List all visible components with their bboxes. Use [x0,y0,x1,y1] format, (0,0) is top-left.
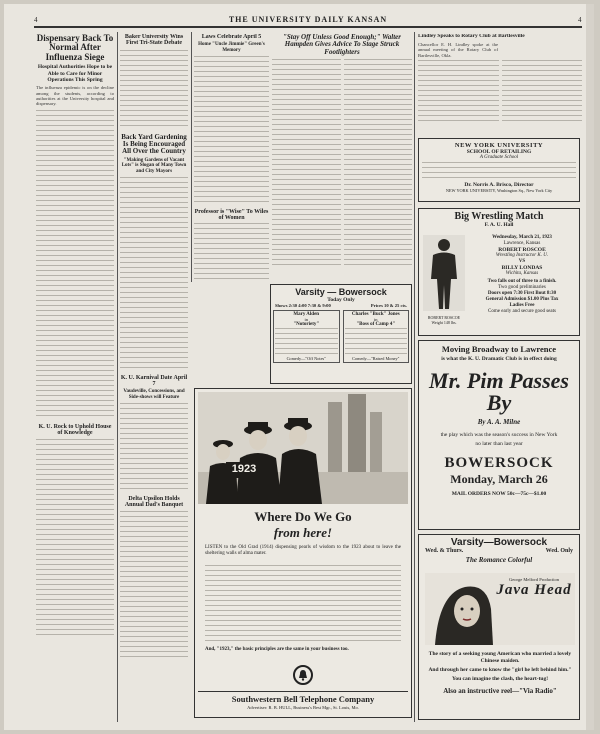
bell-ad-body: LISTEN to the Old Grad (1914) dispensing pearls of wisdom to the 1923 about to leave the sheltering walls of alma mater. [205,545,401,556]
headline-dispensary: Dispensary Back To Normal After Influenza Siege [36,34,114,62]
headline-baker: Baker University Wins First Tri-State Debate [124,34,184,47]
pim-title: Mr. Pim Passes By [429,368,569,415]
wrestling-title: Big Wrestling Match [454,211,544,222]
newspaper-page [4,4,594,730]
headline-hampden: "Stay Off Unless Good Enough;" Walter Hampden Gives Advice To Stage Struck Footlighters [282,34,402,56]
varsity-prices: Prices 10 & 25 cts. [370,303,407,308]
column-5 [418,34,582,134]
varsity-ad-java-head [418,534,580,720]
story-dispensary-intro: The influenza epidemic is on the decline among the students, according to authorities at the University hospital and dispensary. [36,85,114,107]
pim-date: Monday, March 26 [450,472,548,486]
wrestling-org: F. A. U. Hall [484,222,514,228]
wrestling-ad [418,208,580,336]
wrestling-date: Wednesday, March 21, 1923 [492,235,552,240]
bell-ad-advertiser: Advertiser: R. B. HULL, Business's Best Mgr., St. Louis, Mo. [247,705,359,710]
headline-karnival: K. U. Karnival Date April 7 [120,374,188,388]
varsity-feature-right: Charles "Buck" Jones in "Boss of Camp 4" Comedy—"Raised Money" [343,310,410,363]
varsity2-tagline: The Romance Colorful [465,556,533,564]
varsity-feature-left: Mary Alden in "Notoriety" Comedy—"Off Notes" [273,310,340,363]
wrestler-1-sub: Wrestling Instructor K. U. [495,253,549,258]
wrestling-place: Lawrence, Kansas [503,241,541,246]
nyu-director: Dr. Norris A. Brisco, Director [464,182,534,188]
wrestling-prelim: Two good preliminaries [498,285,546,290]
varsity-title: Varsity — Bowersock [295,287,387,297]
java-head-line2: And through her came to know the "girl he left behind him." [428,667,572,673]
bell-ad-headline: Where Do We Go [254,509,352,524]
nyu-address: NEW YORK UNIVERSITY, Washington Sq., New York City [445,188,553,193]
subhead-laws: Home "Uncle Jimmie" Green's Memory [198,42,265,54]
masthead-page-left: 4 [34,15,38,24]
wrestling-seats: Come early and secure good seats [488,309,556,314]
pim-line1: the play which was the season's success in New York [440,432,558,438]
mr-pim-ad [418,340,580,530]
bell-logo-icon [293,665,313,685]
pim-line2: no later than last year [475,441,523,447]
column-4 [272,34,412,282]
masthead-title: THE UNIVERSITY DAILY KANSAN [228,15,388,24]
headline-ku-rock: K. U. Rock to Uphold House of Knowledge [38,423,112,437]
pim-sub: is what the K. U. Dramatic Club is in effect doing [441,356,557,362]
nyu-title: NEW YORK UNIVERSITY [454,142,544,149]
pim-author: By A. A. Milne [477,418,521,426]
java-head-illustration [425,573,575,645]
varsity2-title: Varsity—Bowersock [450,537,548,548]
subhead-dispensary: Hospital Authorities Hope to be Able to Care for Minor Operations This Spring [37,64,113,83]
wrestling-falls: Two falls out of three to a finish. [487,279,557,284]
bell-ad-headline-2: from here! [273,525,333,540]
pim-top: Moving Broadway to Lawrence [441,344,557,354]
bell-ad-footer: Southwestern Bell Telephone Company [198,691,408,704]
wrestler-photo [423,235,465,325]
subhead-gardening: "Making Gardens of Vacant Lots" is Slogan of Many Town and City Mayors [121,157,187,175]
wrestling-admission: General Admission $1.00 Plus Tax [485,297,559,302]
wrestler-2-name: BILLY LONDAS [501,265,543,271]
headline-lindley: Lindley Speaks to Rotary Club at Bartlesville [418,34,525,39]
nyu-school: SCHOOL OF RETAILING [466,149,532,155]
page-edge [586,4,594,730]
masthead-page-right: 4 [578,15,582,24]
nyu-ad [418,138,580,202]
varsity-today: Today Only [327,297,355,303]
wrestling-vs: VS [518,259,526,264]
wrestling-ladies: Ladies Free [509,303,535,308]
subhead-karnival: Vaudeville, Concessions, and Side-shows will Feature [123,389,185,401]
headline-professor: Professor is "Wise" To Wiles of Women [194,208,269,222]
column-2 [120,34,188,724]
varsity-showtimes: Shows 2:30 4:00 7:30 & 9:00 [275,303,331,308]
bell-ad-illustration [198,392,408,504]
java-head-title: Java Head [496,582,572,598]
column-1 [36,34,114,724]
headline-gardening: Back Yard Gardening Is Being Encouraged All Over the Country [121,132,187,156]
pim-prices: MAIL ORDERS NOW 50c—75c—$1.00 [451,491,547,497]
varsity2-days-right: Wed. Only [545,548,573,554]
varsity2-days-left: Wed. & Thurs. [425,548,464,554]
varsity-ad-today [270,284,412,384]
java-head-line3: You can imagine the clash, the heart-tug! [451,676,549,682]
java-head-credit: George Melford Production [509,577,559,582]
wrestling-doors: Doors open 7:30 First Bout 8:30 [487,291,557,296]
column-3 [194,34,269,284]
bell-telephone-ad [194,388,412,718]
headline-delta-upsilon: Delta Upsilon Holds Annual Dad's Banquet [124,495,184,509]
wrestler-1-name: ROBERT ROSCOE [498,247,546,253]
java-head-bottom: Also an instructive reel—"Via Radio" [443,687,557,695]
masthead [34,13,582,28]
wrestler-photo-caption: ROBERT ROSCOE Weight 148 lbs. [427,315,461,325]
wrestler-2-sub: Wichita, Kansas [505,271,539,276]
story-lindley: Chancellor E. H. Lindley spoke at the annual meeting of the Rotary Club of Bartlesville, Okla. [418,41,498,58]
nyu-sub: A Graduate School [479,155,519,160]
bell-ad-closing: And, "1923," the basic principles are the same in your business too. [205,647,349,652]
bell-ad-1923-banner: 1923 [231,463,257,475]
pim-theater: BOWERSOCK [444,455,554,471]
java-head-line1: The story of a seeking young American who married a lovely Chinese maiden. [428,651,572,664]
headline-laws: Laws Celebrate April 5 [201,34,262,40]
